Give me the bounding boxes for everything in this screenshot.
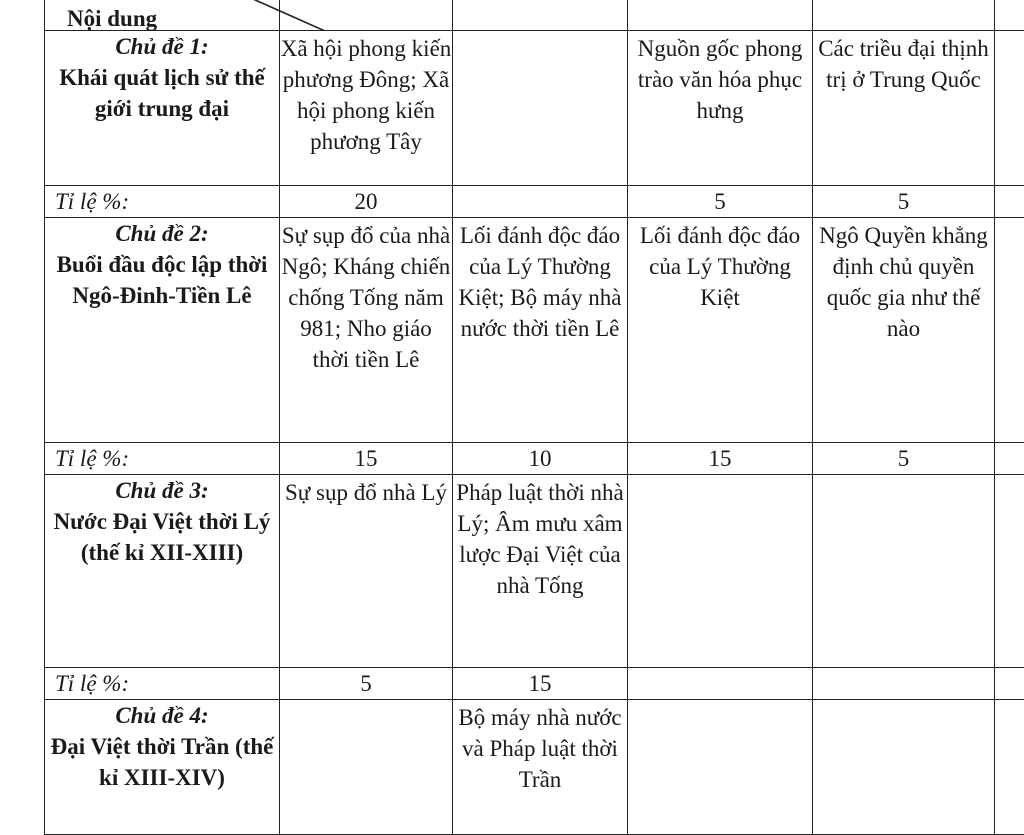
topic-row (45, 475, 1024, 668)
ratio-value (995, 443, 1024, 475)
content-cell (813, 475, 995, 668)
header-cell (45, 0, 280, 31)
ratio-value (628, 668, 813, 700)
topic-name: Nước Đại Việt thời Lý (thế kỉ XII-XIII) (45, 506, 279, 568)
topic-label: Chủ đề 3: (45, 475, 279, 506)
topic-name: Khái quát lịch sử thế giới trung đại (45, 62, 279, 124)
ratio-value: 20 (280, 186, 453, 218)
content-cell: Pháp luật thời nhà Lý; Âm mưu xâm lược Đại Việt của nhà Tống (453, 475, 628, 668)
ratio-value: 10 (453, 443, 628, 475)
header-row (45, 0, 1024, 31)
topic-cell (45, 475, 280, 668)
content-cell (995, 31, 1024, 186)
topic-label: Chủ đề 1: (45, 31, 279, 62)
content-cell (813, 700, 995, 835)
header-content-label: Nội dung (67, 3, 157, 34)
content-cell (995, 700, 1024, 835)
ratio-value: 5 (280, 668, 453, 700)
topic-row (45, 218, 1024, 443)
content-cell: Sự sụp đổ nhà Lý (280, 475, 453, 668)
ratio-value (453, 186, 628, 218)
ratio-value (813, 668, 995, 700)
topic-label: Chủ đề 4: (45, 700, 279, 731)
content-cell: Xã hội phong kiến phương Đông; Xã hội phong kiến phương Tây (280, 31, 453, 186)
content-cell: Ngô Quyền khẳng định chủ quyền quốc gia như thế nào (813, 218, 995, 443)
topic-name: Buổi đầu độc lập thời Ngô-Đinh-Tiền Lê (45, 249, 279, 311)
content-cell: Sự sụp đổ của nhà Ngô; Kháng chiến chống Tống năm 981; Nho giáo thời tiền Lê (280, 218, 453, 443)
topic-row (45, 700, 1024, 835)
ratio-row (45, 443, 1024, 475)
ratio-label: Tỉ lệ %: (45, 186, 280, 218)
ratio-value: 5 (813, 186, 995, 218)
ratio-value: 5 (628, 186, 813, 218)
ratio-label: Tỉ lệ %: (45, 668, 280, 700)
ratio-label: Tỉ lệ %: (45, 443, 280, 475)
content-cell (453, 31, 628, 186)
content-cell: Lối đánh độc đáo của Lý Thường Kiệt; Bộ máy nhà nước thời tiền Lê (453, 218, 628, 443)
content-cell: Lối đánh độc đáo của Lý Thường Kiệt (628, 218, 813, 443)
topic-cell (45, 218, 280, 443)
content-cell: Bộ máy nhà nước và Pháp luật thời Trần (453, 700, 628, 835)
content-cell (628, 475, 813, 668)
ratio-value (995, 186, 1024, 218)
content-cell: Các triều đại thịnh trị ở Trung Quốc (813, 31, 995, 186)
ratio-value: 15 (453, 668, 628, 700)
ratio-value: 15 (628, 443, 813, 475)
topic-cell (45, 31, 280, 186)
ratio-value (995, 668, 1024, 700)
topic-cell (45, 700, 280, 835)
content-cell (628, 700, 813, 835)
content-cell (995, 475, 1024, 668)
ratio-value: 15 (280, 443, 453, 475)
topic-name: Đại Việt thời Trần (thế kỉ XIII-XIV) (45, 731, 279, 793)
ratio-value: 5 (813, 443, 995, 475)
content-cell: Nguồn gốc phong trào văn hóa phục hưng (628, 31, 813, 186)
topic-label: Chủ đề 2: (45, 218, 279, 249)
diagonal-divider (235, 0, 325, 31)
ratio-row (45, 186, 1024, 218)
content-cell (995, 218, 1024, 443)
topic-row (45, 31, 1024, 186)
assessment-matrix-table (44, 0, 1024, 835)
content-cell (280, 700, 453, 835)
ratio-row (45, 668, 1024, 700)
